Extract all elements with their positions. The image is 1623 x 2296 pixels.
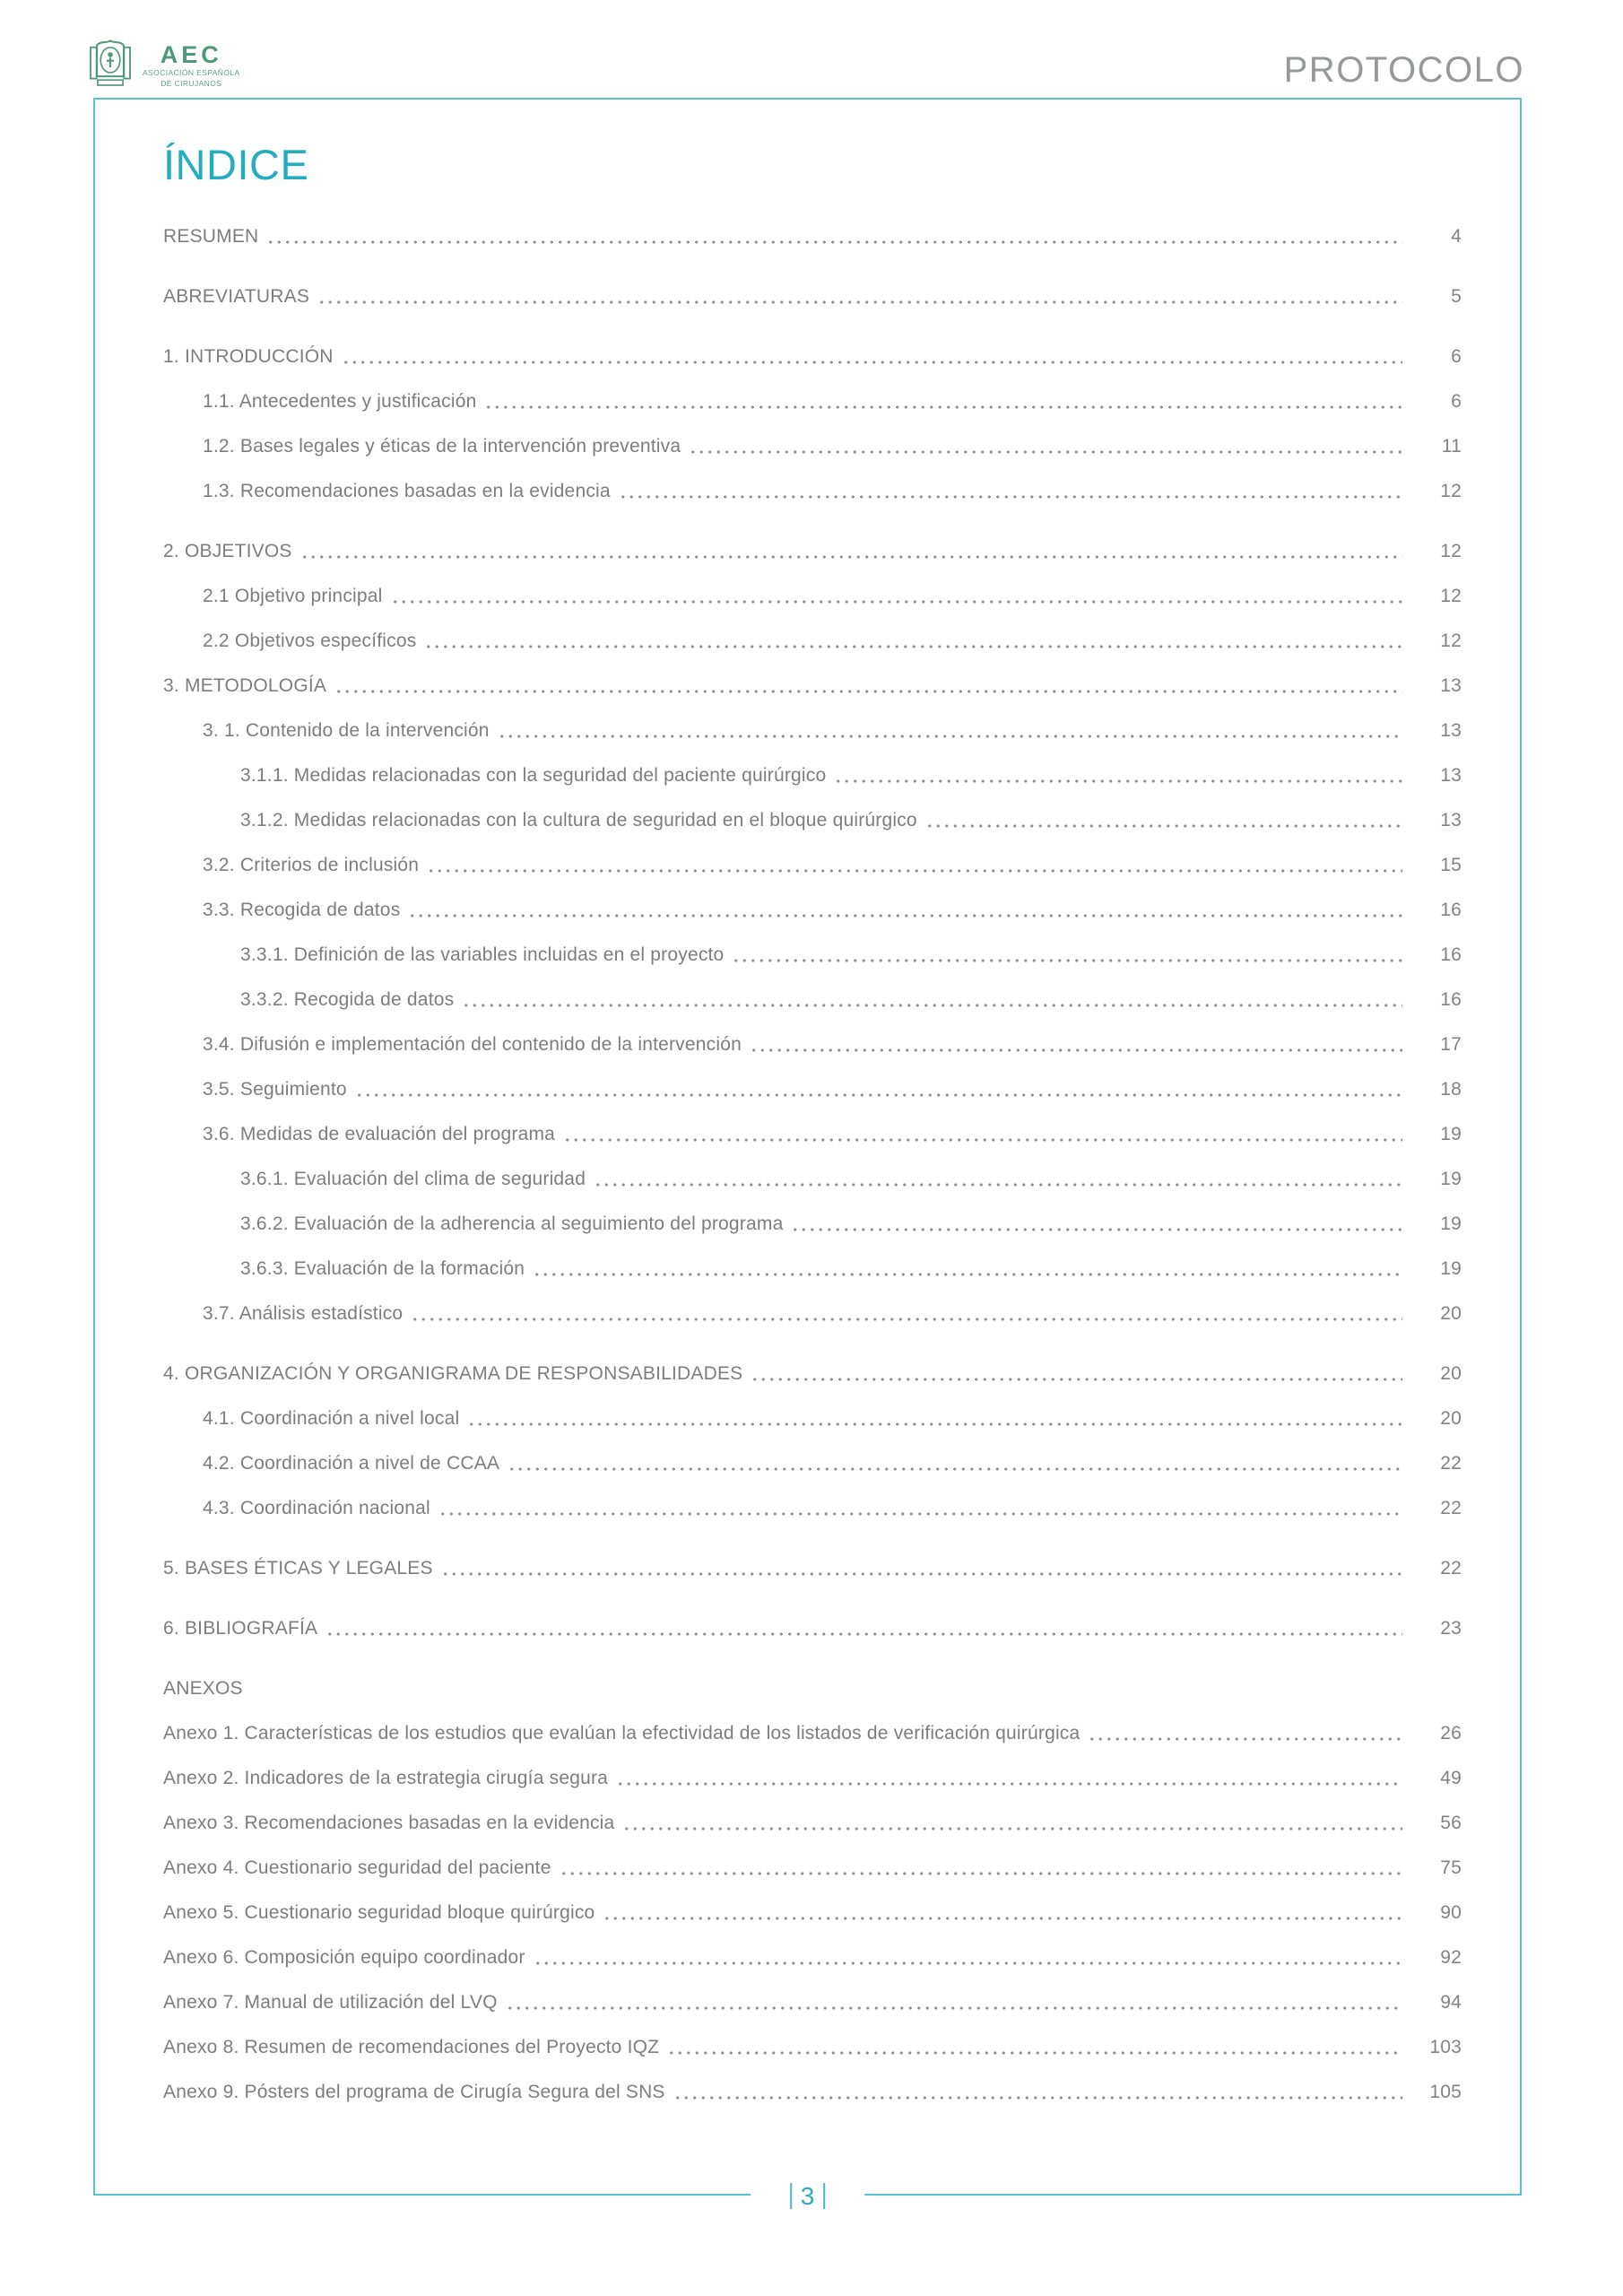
toc-entry-page: 13	[1440, 809, 1462, 831]
toc-entry-label: Anexo 8. Resumen de recomendaciones del Proyecto IQZ	[163, 2036, 660, 2057]
toc-entry-label: 3.3. Recogida de datos	[203, 899, 401, 920]
dot-leader	[498, 735, 1402, 738]
doc-type-header: PROTOCOLO	[1283, 50, 1524, 90]
page-footer	[751, 2183, 865, 2209]
toc-entry-page: 19	[1440, 1123, 1462, 1144]
dot-leader	[616, 1782, 1402, 1786]
toc-entry-page: 16	[1440, 899, 1462, 920]
toc-entry-page: 18	[1440, 1078, 1462, 1100]
toc-entry-label: 4.1. Coordinación a nivel local	[203, 1407, 460, 1429]
toc-entry	[163, 1209, 1462, 1236]
dot-leader	[484, 405, 1402, 409]
toc-entry-page: 19	[1440, 1257, 1462, 1279]
toc-entry-label: ANEXOS	[163, 1677, 243, 1699]
toc-entry-page: 4	[1451, 225, 1462, 247]
toc-entry	[163, 895, 1462, 922]
toc-entry-label: Anexo 5. Cuestionario seguridad bloque quirúrgico	[163, 1901, 595, 1923]
dot-leader	[325, 1632, 1402, 1636]
toc-entry-label: 5. BASES ÉTICAS Y LEGALES	[163, 1557, 433, 1578]
toc-entry-page: 16	[1440, 988, 1462, 1010]
dot-leader	[462, 1004, 1402, 1007]
toc-entry-page: 94	[1440, 1991, 1462, 2013]
toc-entry-label: 3.5. Seguimiento	[203, 1078, 347, 1100]
dot-leader	[506, 2006, 1402, 2010]
dot-leader	[317, 300, 1402, 304]
dot-leader	[534, 1961, 1402, 1965]
toc-entry-page: 56	[1440, 1812, 1462, 1833]
toc-entry	[163, 1763, 1462, 1790]
toc-entry	[163, 850, 1462, 877]
toc-entry-label: 1.1. Antecedentes y justificación	[203, 390, 477, 412]
toc-entry	[163, 1448, 1462, 1475]
toc-entry	[163, 1074, 1462, 1101]
toc-entry-page: 12	[1440, 585, 1462, 606]
toc-entry-label: 3.1.2. Medidas relacionadas con la cultura de seguridad en el bloque quirúrgico	[240, 809, 917, 831]
toc-entry-page: 49	[1440, 1767, 1462, 1788]
footer-page-number: 3	[800, 2181, 815, 2210]
toc-list	[163, 222, 1462, 2104]
aec-logo	[88, 38, 240, 90]
toc-entry	[163, 1943, 1462, 1970]
toc-entry-page: 16	[1440, 944, 1462, 965]
toc-entry	[163, 2077, 1462, 2104]
toc-entry-page: 19	[1440, 1213, 1462, 1234]
toc-entry-label: 3.6.2. Evaluación de la adherencia al seguimiento del programa	[240, 1213, 784, 1234]
footer-separator-right	[823, 2183, 825, 2209]
toc-entry-label: 1. INTRODUCCIÓN	[163, 345, 334, 367]
dot-leader	[619, 495, 1402, 499]
dot-leader	[508, 1467, 1402, 1471]
toc-entry-label: 3.6.1. Evaluación del clima de seguridad	[240, 1168, 586, 1189]
toc-entry-label: 1.2. Bases legales y éticas de la intervención preventiva	[203, 435, 681, 457]
toc-entry-label: 4.2. Coordinación a nivel de CCAA	[203, 1452, 500, 1474]
dot-leader	[533, 1273, 1402, 1276]
dot-leader	[342, 361, 1402, 364]
dot-leader	[603, 1917, 1402, 1920]
toc-entry	[163, 805, 1462, 832]
dot-leader	[667, 2051, 1402, 2055]
toc-entry	[163, 1718, 1462, 1745]
toc-entry-page: 20	[1440, 1362, 1462, 1384]
toc-entry-label: 3.2. Criterios de inclusión	[203, 854, 420, 875]
toc-entry	[163, 940, 1462, 967]
toc-entry	[163, 671, 1462, 698]
toc-entry-page: 105	[1429, 2081, 1462, 2102]
toc-entry-label: 3.1.1. Medidas relacionadas con la seguridad del paciente quirúrgico	[240, 764, 827, 786]
toc-title: ÍNDICE	[163, 141, 309, 188]
toc-entry-label: RESUMEN	[163, 225, 259, 247]
dot-leader	[673, 2096, 1402, 2100]
toc-entry-page: 12	[1440, 480, 1462, 501]
toc-entry-page: 12	[1440, 630, 1462, 651]
toc-entry-page: 17	[1440, 1033, 1462, 1055]
toc-entry-label: 3.6.3. Evaluación de la formación	[240, 1257, 525, 1279]
toc-entry	[163, 2032, 1462, 2059]
dot-leader	[732, 959, 1402, 962]
toc-entry-label: 2.1 Objetivo principal	[203, 585, 383, 606]
toc-entry-label: 2. OBJETIVOS	[163, 540, 292, 561]
toc-entry-page: 20	[1440, 1407, 1462, 1429]
toc-entry-page: 13	[1440, 674, 1462, 696]
brand-acronym: AEC	[160, 41, 222, 68]
toc-entry-page: 6	[1451, 390, 1462, 412]
brand-org-line1: ASOCIACIÓN ESPAÑOLA	[143, 68, 240, 77]
dot-leader	[266, 240, 1402, 244]
toc-entry-page: 26	[1440, 1722, 1462, 1744]
toc-entry	[163, 1553, 1462, 1580]
toc-entry-page: 15	[1440, 854, 1462, 875]
toc-entry	[163, 1898, 1462, 1925]
toc-entry-page: 13	[1440, 719, 1462, 741]
toc-entry	[163, 581, 1462, 608]
toc-entry	[163, 1808, 1462, 1835]
brand-text	[143, 43, 240, 88]
toc-entry	[163, 985, 1462, 1012]
dot-leader	[334, 690, 1402, 693]
toc-entry	[163, 342, 1462, 369]
dot-leader	[408, 914, 1402, 918]
toc-entry-label: 3.7. Análisis estadístico	[203, 1302, 404, 1324]
toc-entry	[163, 1613, 1462, 1640]
toc-entry-label: 6. BIBLIOGRAFÍA	[163, 1617, 318, 1639]
dot-leader	[355, 1093, 1402, 1097]
dot-leader	[925, 824, 1402, 828]
toc-entry-page: 12	[1440, 540, 1462, 561]
dot-leader	[751, 1378, 1402, 1381]
dot-leader	[441, 1572, 1402, 1576]
aec-crest-icon	[88, 38, 133, 90]
toc-entry-label: Anexo 1. Características de los estudios que evalúan la efectividad de los listados de verificación quirúrgica	[163, 1722, 1081, 1744]
toc-entry	[163, 1674, 1462, 1700]
dot-leader	[689, 450, 1402, 454]
dot-leader	[563, 1138, 1402, 1142]
toc-entry-page: 20	[1440, 1302, 1462, 1324]
brand-org-line2: DE CIRUJANOS	[161, 78, 222, 88]
toc-entry	[163, 282, 1462, 309]
toc-entry	[163, 1164, 1462, 1191]
dot-leader	[560, 1872, 1402, 1875]
toc-entry	[163, 716, 1462, 743]
dot-leader	[791, 1228, 1402, 1231]
toc-entry	[163, 387, 1462, 413]
dot-leader	[411, 1318, 1402, 1321]
toc-entry-page: 75	[1440, 1857, 1462, 1878]
toc-entry	[163, 761, 1462, 787]
toc-entry-page: 22	[1440, 1452, 1462, 1474]
dot-leader	[594, 1183, 1402, 1187]
toc-entry	[163, 1119, 1462, 1146]
toc-entry-label: ABREVIATURAS	[163, 285, 310, 307]
dot-leader	[750, 1048, 1402, 1052]
toc-entry-label: 3.3.1. Definición de las variables incluidas en el proyecto	[240, 944, 725, 965]
toc-entry-label: Anexo 7. Manual de utilización del LVQ	[163, 1991, 498, 2013]
toc-entry	[163, 1493, 1462, 1520]
toc-entry-page: 22	[1440, 1497, 1462, 1518]
toc-entry-label: 3. 1. Contenido de la intervención	[203, 719, 490, 741]
toc-entry-page: 13	[1440, 764, 1462, 786]
toc-entry	[163, 1359, 1462, 1386]
toc-entry-page: 19	[1440, 1168, 1462, 1189]
toc-entry-label: Anexo 2. Indicadores de la estrategia cirugía segura	[163, 1767, 609, 1788]
content-frame	[93, 98, 1522, 2210]
dot-leader	[438, 1512, 1402, 1516]
toc-entry-page: 23	[1440, 1617, 1462, 1639]
toc-entry-label: 3.6. Medidas de evaluación del programa	[203, 1123, 556, 1144]
dot-leader	[467, 1422, 1402, 1426]
toc-entry-page: 5	[1451, 285, 1462, 307]
toc-entry	[163, 431, 1462, 458]
toc-entry-page: 92	[1440, 1946, 1462, 1968]
toc-entry-label: Anexo 6. Composición equipo coordinador	[163, 1946, 525, 1968]
toc-entry	[163, 1404, 1462, 1431]
toc-entry-label: 4. ORGANIZACIÓN Y ORGANIGRAMA DE RESPONSABILIDADES	[163, 1362, 743, 1384]
dot-leader	[622, 1827, 1402, 1831]
toc-entry	[163, 626, 1462, 653]
dot-leader	[427, 869, 1402, 873]
dot-leader	[300, 555, 1402, 559]
toc-entry	[163, 1254, 1462, 1281]
toc-entry	[163, 1853, 1462, 1880]
toc-entry	[163, 1299, 1462, 1326]
dot-leader	[391, 600, 1402, 604]
toc-entry-label: 3.4. Difusión e implementación del contenido de la intervención	[203, 1033, 742, 1055]
toc-entry-label: 4.3. Coordinación nacional	[203, 1497, 430, 1518]
toc-entry-label: Anexo 4. Cuestionario seguridad del paciente	[163, 1857, 551, 1878]
dot-leader	[834, 779, 1402, 783]
toc-entry-label: 3. METODOLOGÍA	[163, 674, 327, 696]
toc-entry-label: 3.3.2. Recogida de datos	[240, 988, 455, 1010]
toc-entry-label: 1.3. Recomendaciones basadas en la evidencia	[203, 480, 611, 501]
toc-entry-page: 6	[1451, 345, 1462, 367]
toc-entry-page: 11	[1441, 435, 1462, 457]
toc-entry	[163, 222, 1462, 248]
footer-separator-left	[790, 2183, 792, 2209]
toc-entry-page: 90	[1440, 1901, 1462, 1923]
toc-entry	[163, 476, 1462, 503]
toc-entry-label: 2.2 Objetivos específicos	[203, 630, 417, 651]
dot-leader	[424, 645, 1402, 648]
toc-entry-page: 22	[1440, 1557, 1462, 1578]
toc-entry	[163, 536, 1462, 563]
toc-entry-label: Anexo 3. Recomendaciones basadas en la evidencia	[163, 1812, 615, 1833]
toc-entry-page: 103	[1429, 2036, 1462, 2057]
toc-entry	[163, 1030, 1462, 1057]
dot-leader	[1088, 1737, 1402, 1741]
toc-entry-label: Anexo 9. Pósters del programa de Cirugía Segura del SNS	[163, 2081, 665, 2102]
toc-entry	[163, 1987, 1462, 2014]
